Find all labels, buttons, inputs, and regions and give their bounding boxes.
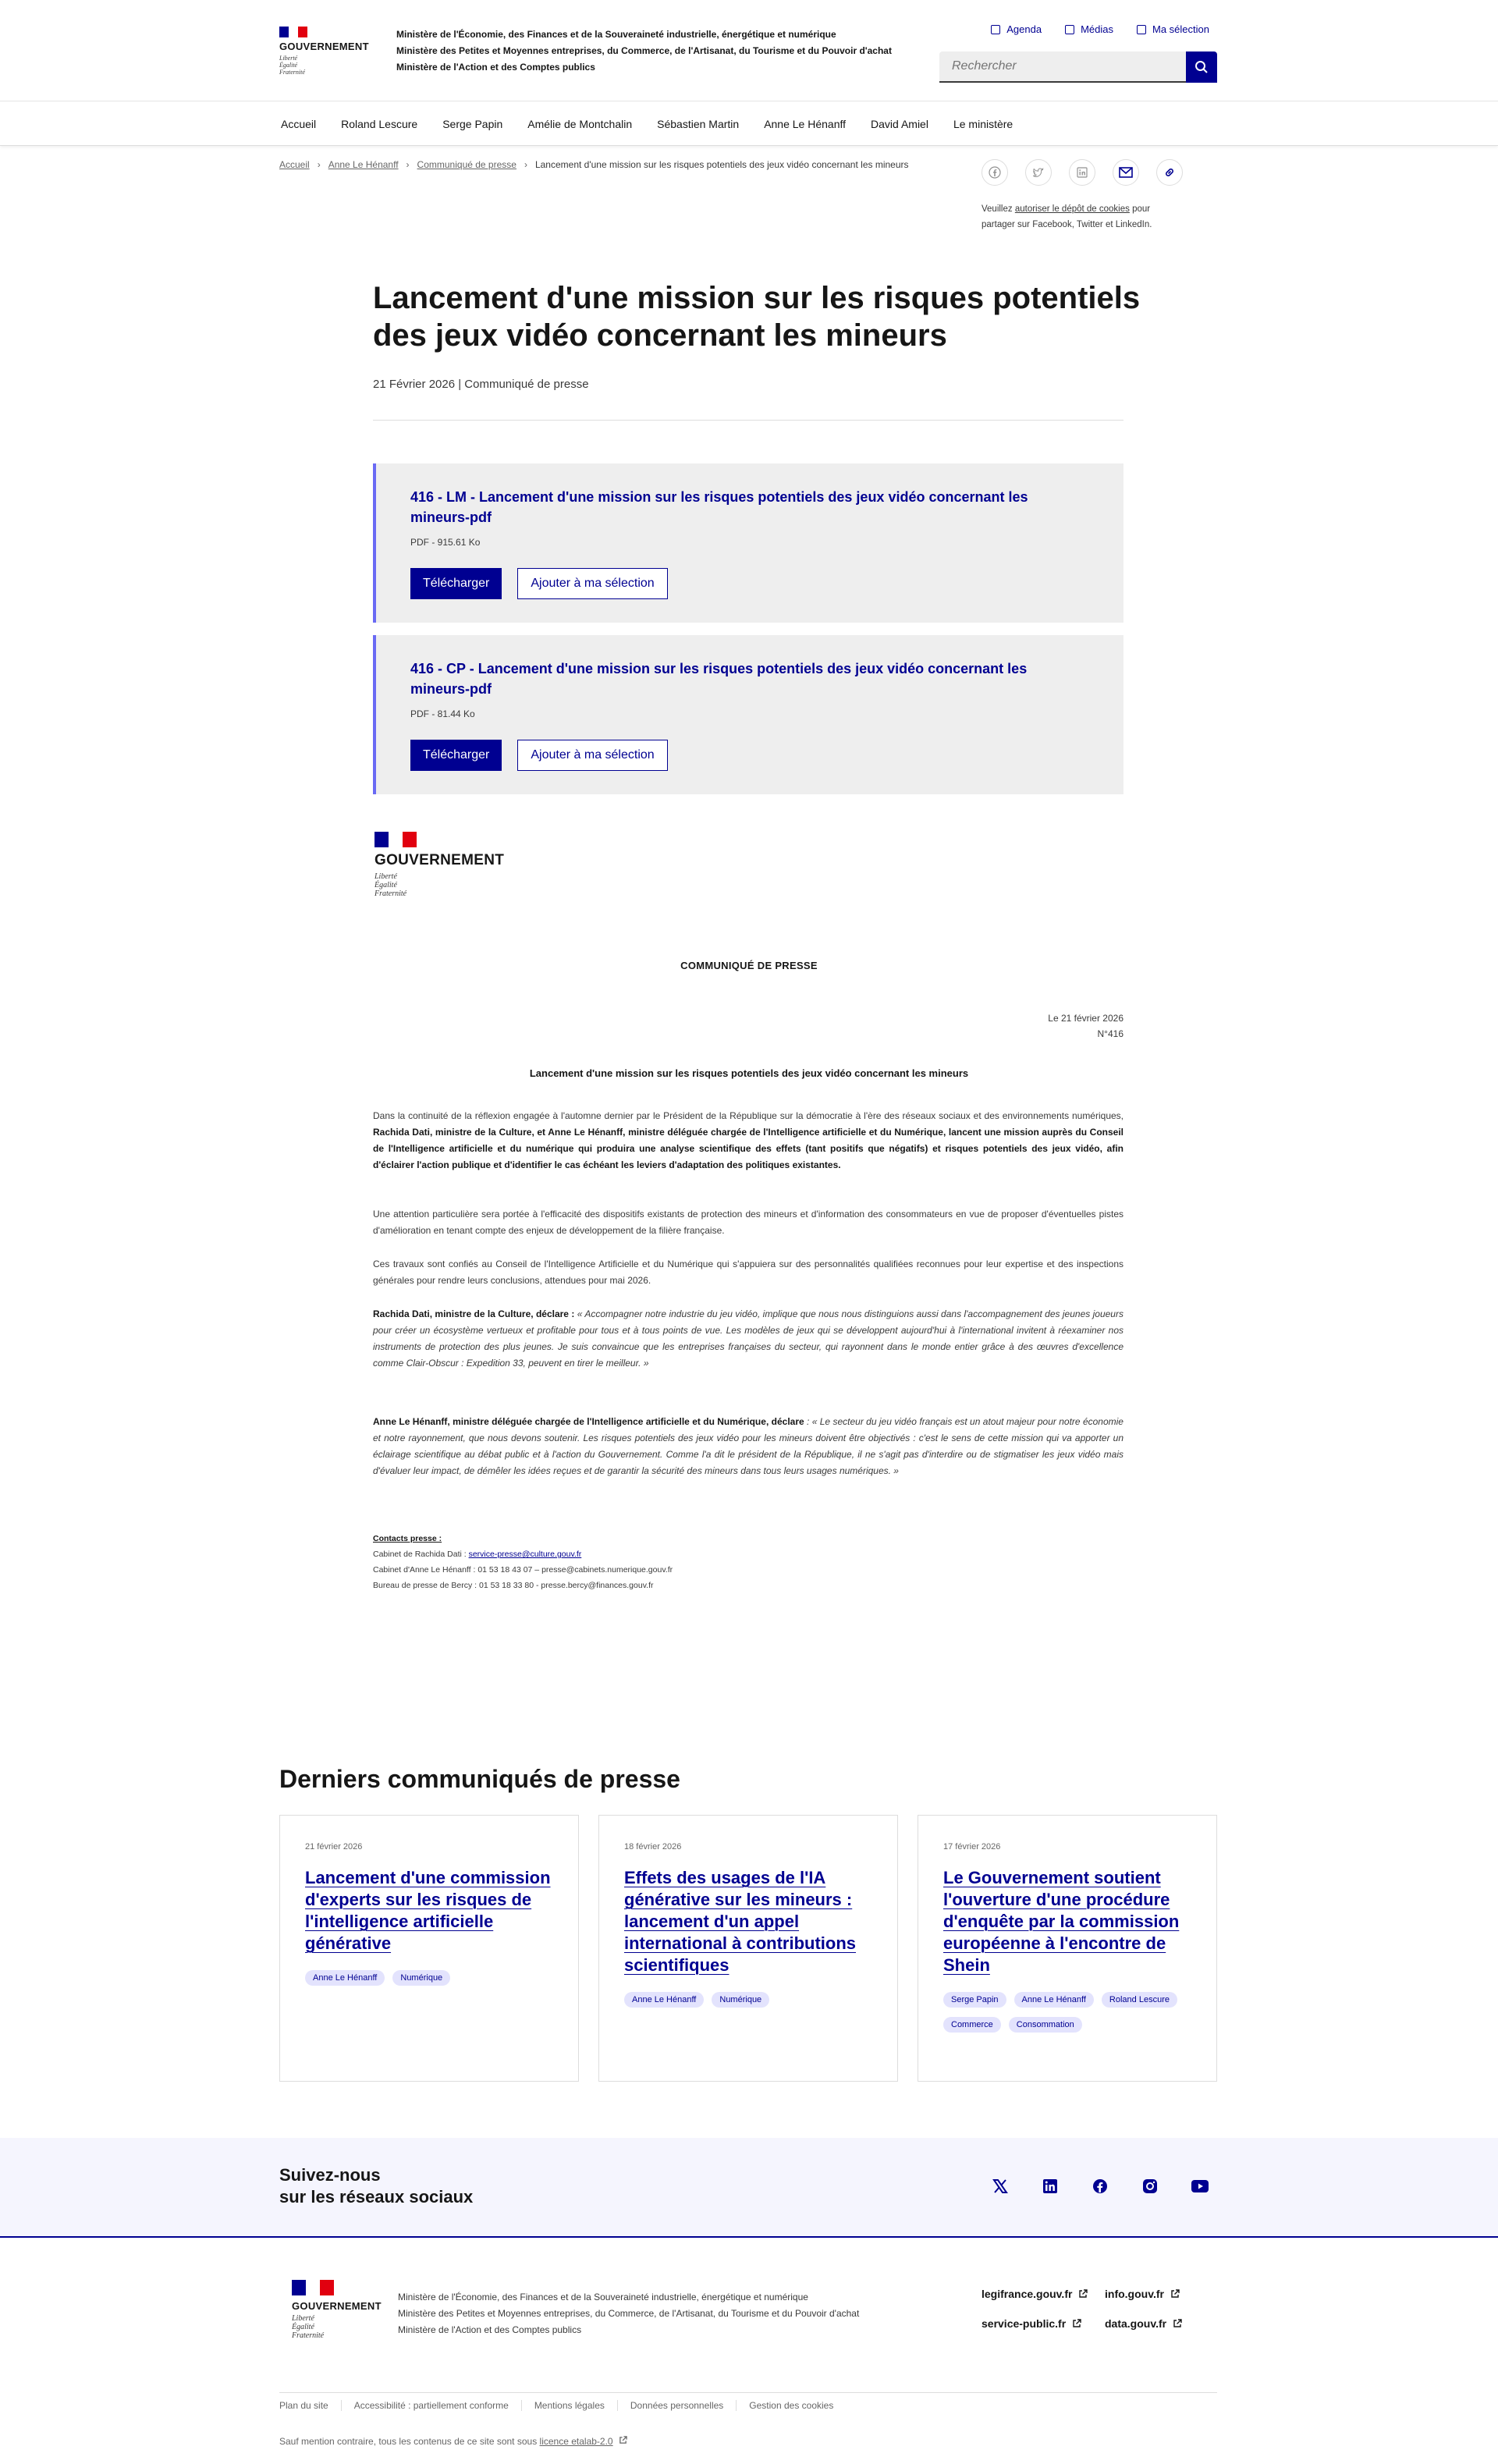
card-title-link[interactable]: Lancement d'une commission d'experts sur les risques de l'intelligence artificielle générative [305, 1868, 551, 1953]
license-link[interactable]: licence etalab-2.0 [539, 2436, 613, 2447]
download-card [373, 463, 1124, 623]
nav-item-amelie-de-montchalin[interactable]: Amélie de Montchalin [527, 118, 633, 130]
nav-item-roland-lescure[interactable]: Roland Lescure [341, 118, 418, 130]
footer-external-links [982, 2288, 1198, 2330]
nav-item-david-amiel[interactable]: David Amiel [871, 118, 928, 130]
tag[interactable]: Numérique [712, 1992, 769, 2008]
latest-press-heading: Derniers communiqués de presse [279, 1765, 680, 1793]
footer-license: Sauf mention contraire, tous les contenus de ce site sont sous licence etalab-2.0 [279, 2436, 627, 2447]
tag[interactable]: Roland Lescure [1102, 1992, 1177, 2008]
download-button[interactable]: Télécharger [410, 740, 502, 771]
government-wordmark: GOUVERNEMENT [292, 2300, 382, 2312]
footer-link-sitemap[interactable]: Plan du site [279, 2400, 342, 2411]
add-to-selection-button[interactable]: Ajouter à ma sélection [517, 740, 667, 771]
copy-link-button[interactable] [1156, 159, 1183, 186]
press-paragraph: Une attention particulière sera portée à l'efficacité des dispositifs existants de protection des mineurs et d'information des consommateurs en vue de proposer d'éventuelles pistes d'amélioration en tenant compte des enjeux de développement de la filière française. [373, 1209, 1124, 1236]
download-title: 416 - LM - Lancement d'une mission sur les risques potentiels des jeux vidéo concernant les mineurs-pdf [410, 489, 1028, 525]
footer-link-accessibility[interactable]: Accessibilité : partiellement conforme [342, 2400, 522, 2411]
nav-item-sebastien-martin[interactable]: Sébastien Martin [657, 118, 740, 130]
nav-item-accueil[interactable]: Accueil [281, 118, 317, 130]
card-date: 17 février 2026 [943, 1842, 1001, 1852]
download-size: PDF - 81.44 Ko [410, 708, 475, 719]
press-card[interactable] [598, 1815, 898, 2082]
breadcrumb-category[interactable]: Communiqué de presse [417, 159, 516, 170]
link-icon [1163, 166, 1176, 179]
nav-item-serge-papin[interactable]: Serge Papin [442, 118, 503, 130]
press-quote: Anne Le Hénanff, ministre déléguée chargée de l'Intelligence artificielle et du Numérique, déclare : « Le secteur du jeu vidéo français est un atout majeur pour notre économie et notre rayonnement, que nous devons soutenir. Les risques potentiels des jeux vidéo pour les mineurs doivent être objectivés : c'est le sens de cette mission qui va apporter un éclairage scientifique au débat public et à l'action du Gouvernement. Comme l'a dit le président de la République, il ne s'agit pas d'interdire ou de stigmatiser les jeux vidéo mais d'évaluer leur impact, de démêler les idées reçues et de garantir la sécurité des mineurs dans tous leurs usages numériques. » [373, 1416, 1124, 1476]
search-bar [939, 51, 1217, 83]
tag[interactable]: Anne Le Hénanff [1014, 1992, 1094, 2008]
facebook-icon[interactable] [1091, 2177, 1109, 2196]
chevron-right-icon: › [406, 159, 410, 170]
footer-link-cookies[interactable]: Gestion des cookies [749, 2400, 834, 2411]
government-wordmark: GOUVERNEMENT [374, 852, 505, 868]
lock-icon [1137, 25, 1146, 34]
tag[interactable]: Commerce [943, 2017, 1001, 2033]
download-size: PDF - 915.61 Ko [410, 537, 481, 548]
search-input[interactable] [939, 51, 1186, 83]
marianne-flag [292, 2280, 334, 2295]
government-motto: Liberté Égalité Fraternité [292, 2314, 325, 2340]
culture-press-email-link[interactable]: service-presse@culture.gouv.fr [468, 1550, 582, 1559]
chevron-right-icon: › [524, 159, 527, 170]
x-icon[interactable] [991, 2177, 1010, 2196]
press-card[interactable] [918, 1815, 1217, 2082]
mail-icon [1119, 167, 1133, 178]
breadcrumb [279, 159, 909, 170]
press-card[interactable] [279, 1815, 579, 2082]
social-section [0, 2138, 1498, 2238]
facebook-icon [989, 166, 1001, 179]
footer-divider [279, 2392, 1217, 2393]
card-date: 18 février 2026 [624, 1842, 682, 1852]
footer-link-personal-data[interactable]: Données personnelles [618, 2400, 737, 2411]
external-link-icon [619, 2436, 627, 2444]
nav-item-le-ministere[interactable]: Le ministère [953, 118, 1013, 130]
agenda-link[interactable]: Agenda [991, 23, 1042, 35]
external-link-icon [1072, 2319, 1081, 2328]
press-paragraph: Dans la continuité de la réflexion engagée à l'automne dernier par le Président de la République sur la démocratie à l'ère des réseaux sociaux et des environnements numériques, Rachida Dati, ministre de la Culture, et Anne Le Hénanff, ministre déléguée chargée de l'Intelligence artificielle et du Numérique, lancent une mission auprès du Conseil de l'Intelligence artificielle et du numérique qui produira une analyse scientifique des effets (tant positifs que négatifs) et risques potentiels des jeux vidéo, afin d'éclairer l'action publique et d'identifier le cas échéant les leviers d'adaptation des politiques existantes. [373, 1110, 1124, 1170]
share-facebook-button[interactable] [982, 159, 1008, 186]
government-logo[interactable] [279, 27, 369, 76]
twitter-icon [1032, 166, 1045, 179]
press-quote: Rachida Dati, ministre de la Culture, déclare : « Accompagner notre industrie du jeu vidéo, implique que nous nous distinguions aussi dans l'accompagnement des jeunes joueurs pour créer un écosystème vertueux et profitable pour tous et à tous points de vue. Les modèles de jeux qui se développent aujourd'hui à l'international invitent à réexaminer nos instruments de protection des plus jeunes. Je suis convaincue que les entreprises françaises du secteur, qui rayonnent dans le monde entier grâce à des œuvres d'excellence comme Clair-Obscur : Expedition 33, peuvent en tirer le meilleur. » [373, 1308, 1124, 1369]
footer-government-logo[interactable] [292, 2280, 382, 2340]
footer-ministry-names: Ministère de l'Économie, des Finances et de la Souveraineté industrielle, énergétique et numérique Ministère des Petites et Moyennes entreprises, du Commerce, de l'Artisanat, du Tourisme et du Pouvoir d'achat Ministère de l'Action et des Comptes publics [398, 2292, 860, 2335]
chevron-right-icon: › [317, 159, 321, 170]
government-wordmark: GOUVERNEMENT [279, 41, 369, 52]
page-title: Lancement d'une mission sur les risques potentiels des jeux vidéo concernant les mineurs [373, 281, 1141, 353]
article-meta: 21 Février 2026 | Communiqué de presse [373, 378, 589, 391]
download-title: 416 - CP - Lancement d'une mission sur les risques potentiels des jeux vidéo concernant les mineurs-pdf [410, 661, 1028, 697]
divider [373, 420, 1124, 421]
press-release-logo [374, 832, 504, 898]
footer-link-legifrance[interactable]: legifrance.gouv.fr [982, 2288, 1105, 2300]
marianne-flag [279, 27, 307, 37]
footer-link-service-public[interactable]: service-public.fr [982, 2317, 1105, 2330]
linkedin-icon[interactable] [1041, 2177, 1060, 2196]
cookie-share-notice: Veuillez autoriser le dépôt de cookies pour partager sur Facebook, Twitter et LinkedIn. [982, 204, 1152, 229]
ministry-names: Ministère de l'Économie, des Finances et de la Souveraineté industrielle, énergétique et numérique Ministère des Petites et Moyennes entreprises, du Commerce, de l'Artisanat, du Tourisme et du Pouvoir d'achat Ministère de l'Action et des Comptes publics [396, 29, 892, 73]
card-title-link[interactable]: Effets des usages de l'IA générative sur les mineurs : lancement d'un appel international à contributions scientifiques [624, 1868, 857, 1975]
main-navigation [0, 102, 1498, 146]
breadcrumb-current: Lancement d'une mission sur les risques potentiels des jeux vidéo concernant les mineurs [534, 159, 909, 170]
government-motto: Liberté Égalité Fraternité [374, 872, 407, 898]
header-quick-links [991, 23, 1209, 35]
breadcrumb-minister[interactable]: Anne Le Hénanff [328, 159, 399, 170]
breadcrumb-home[interactable]: Accueil [279, 159, 310, 170]
external-link-icon [1173, 2319, 1182, 2328]
external-link-icon [1170, 2289, 1180, 2299]
footer-link-legal[interactable]: Mentions légales [522, 2400, 618, 2411]
marianne-flag [374, 832, 417, 847]
linkedin-icon [1076, 166, 1088, 179]
external-link-icon [1078, 2289, 1088, 2299]
tag[interactable]: Serge Papin [943, 1992, 1006, 2008]
calendar-icon [991, 25, 1000, 34]
download-card [373, 635, 1124, 794]
tag[interactable]: Consommation [1009, 2017, 1082, 2033]
card-date: 21 février 2026 [305, 1842, 363, 1852]
footer-link-info-gouv[interactable]: info.gouv.fr [1105, 2288, 1198, 2300]
media-icon [1065, 25, 1074, 34]
authorize-cookies-link[interactable]: autoriser le dépôt de cookies [1014, 204, 1130, 214]
search-icon [1194, 60, 1209, 74]
download-button[interactable]: Télécharger [410, 568, 502, 599]
press-release-subject: Lancement d'une mission sur les risques potentiels des jeux vidéo concernant les mineurs [529, 1067, 969, 1079]
tag[interactable]: Anne Le Hénanff [305, 1970, 385, 1986]
youtube-icon[interactable] [1191, 2177, 1209, 2196]
share-linkedin-button[interactable] [1069, 159, 1095, 186]
press-release-date: Le 21 février 2026 N°416 [1048, 1013, 1124, 1039]
social-title: Suivez-nous sur les réseaux sociaux [279, 2165, 474, 2207]
share-twitter-button[interactable] [1025, 159, 1052, 186]
my-selection-link[interactable]: Ma sélection [1137, 23, 1209, 35]
footer-bottom-links [279, 2400, 846, 2411]
press-release-label: COMMUNIQUÉ DE PRESSE [680, 960, 818, 971]
press-paragraph: Ces travaux sont confiés au Conseil de l'Intelligence Artificielle et du Numérique qui s'appuiera sur des personnalités qualifiées reconnues pour leur expertise et des inspections générales pour rendre leurs conclusions, attendues pour mai 2026. [373, 1259, 1124, 1286]
instagram-icon[interactable] [1141, 2177, 1159, 2196]
share-buttons [982, 159, 1183, 186]
site-header [0, 0, 1498, 101]
tag[interactable]: Anne Le Hénanff [624, 1992, 704, 2008]
press-contacts: Contacts presse : Cabinet de Rachida Dati : service-presse@culture.gouv.fr Cabinet d'Anne Le Hénanff : 01 53 18 43 07 – presse@cabinets.numerique.gouv.fr Bureau de presse de Bercy : 01 53 18 33 80 - presse.bercy@finances.gouv.fr [373, 1534, 673, 1590]
footer-link-data-gouv[interactable]: data.gouv.fr [1105, 2317, 1198, 2330]
nav-item-anne-le-henanff[interactable]: Anne Le Hénanff [764, 118, 847, 130]
search-button[interactable] [1186, 51, 1217, 83]
card-title-link[interactable]: Le Gouvernement soutient l'ouverture d'une procédure d'enquête par la commission européenne à l'encontre de Shein [943, 1868, 1180, 1975]
government-motto: Liberté Égalité Fraternité [279, 55, 305, 76]
medias-link[interactable]: Médias [1065, 23, 1113, 35]
share-email-button[interactable] [1113, 159, 1139, 186]
add-to-selection-button[interactable]: Ajouter à ma sélection [517, 568, 667, 599]
tag[interactable]: Numérique [392, 1970, 450, 1986]
